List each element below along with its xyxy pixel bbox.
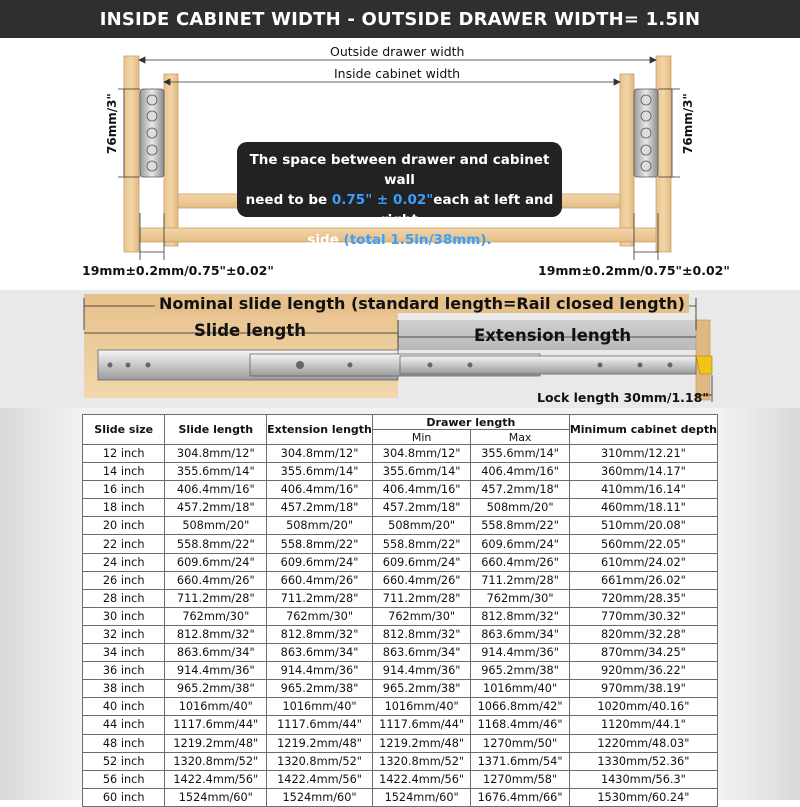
cell-drawer-min: 863.6mm/34" [372, 644, 470, 662]
cell-drawer-max: 965.2mm/38" [471, 662, 569, 680]
table-row [83, 770, 718, 788]
cell-slide-size: 22 inch [83, 535, 165, 553]
cell-drawer-max: 1676.4mm/66" [471, 788, 569, 806]
drawer-side-right [620, 74, 634, 246]
cell-slide-length: 508mm/20" [165, 517, 267, 535]
cell-slide-size: 60 inch [83, 788, 165, 806]
cell-min-cabinet-depth: 820mm/32.28" [569, 625, 717, 643]
header-extension-length: Extension length [267, 415, 373, 445]
cell-slide-size: 12 inch [83, 445, 165, 463]
cell-slide-length: 457.2mm/18" [165, 499, 267, 517]
nominal-length-label: Nominal slide length (standard length=Rail closed length) [155, 294, 689, 313]
cell-extension-length: 812.8mm/32" [267, 625, 373, 643]
cell-drawer-min: 812.8mm/32" [372, 625, 470, 643]
table-row [83, 463, 718, 481]
cell-drawer-max: 914.4mm/36" [471, 644, 569, 662]
cell-slide-length: 1524mm/60" [165, 788, 267, 806]
cell-drawer-max: 1168.4mm/46" [471, 716, 569, 734]
cell-slide-size: 30 inch [83, 607, 165, 625]
table-row [83, 698, 718, 716]
cell-min-cabinet-depth: 1220mm/48.03" [569, 734, 717, 752]
cell-min-cabinet-depth: 770mm/30.32" [569, 607, 717, 625]
header-drawer-max: Max [471, 430, 569, 445]
cell-drawer-max: 355.6mm/14" [471, 445, 569, 463]
table-row [83, 680, 718, 698]
cell-drawer-min: 1524mm/60" [372, 788, 470, 806]
cell-min-cabinet-depth: 610mm/24.02" [569, 553, 717, 571]
cell-min-cabinet-depth: 1120mm/44.1" [569, 716, 717, 734]
table-row [83, 716, 718, 734]
cell-drawer-min: 304.8mm/12" [372, 445, 470, 463]
cell-drawer-min: 1219.2mm/48" [372, 734, 470, 752]
cell-extension-length: 609.6mm/24" [267, 553, 373, 571]
cell-extension-length: 914.4mm/36" [267, 662, 373, 680]
extension-length-label: Extension length [474, 326, 632, 345]
cell-slide-size: 36 inch [83, 662, 165, 680]
slide-length-diagram [0, 290, 800, 408]
cell-drawer-min: 965.2mm/38" [372, 680, 470, 698]
cell-slide-size: 16 inch [83, 481, 165, 499]
cell-drawer-max: 762mm/30" [471, 589, 569, 607]
slide-left [140, 89, 164, 177]
header-slide-size: Slide size [83, 415, 165, 445]
cell-extension-length: 863.6mm/34" [267, 644, 373, 662]
cell-drawer-max: 1066.8mm/42" [471, 698, 569, 716]
cell-min-cabinet-depth: 970mm/38.19" [569, 680, 717, 698]
cell-min-cabinet-depth: 360mm/14.17" [569, 463, 717, 481]
cell-min-cabinet-depth: 870mm/34.25" [569, 644, 717, 662]
slide-right [634, 89, 658, 177]
left-gap-label: 19mm±0.2mm/0.75"±0.02" [82, 263, 274, 278]
cell-extension-length: 711.2mm/28" [267, 589, 373, 607]
cell-extension-length: 1016mm/40" [267, 698, 373, 716]
cell-extension-length: 508mm/20" [267, 517, 373, 535]
cell-slide-length: 1219.2mm/48" [165, 734, 267, 752]
cell-drawer-max: 609.6mm/24" [471, 535, 569, 553]
cell-slide-size: 24 inch [83, 553, 165, 571]
slide-length-label: Slide length [194, 321, 306, 340]
cell-extension-length: 1219.2mm/48" [267, 734, 373, 752]
spec-table [82, 414, 718, 807]
cell-min-cabinet-depth: 310mm/12.21" [569, 445, 717, 463]
cell-slide-length: 711.2mm/28" [165, 589, 267, 607]
table-row [83, 734, 718, 752]
cell-slide-size: 14 inch [83, 463, 165, 481]
cell-drawer-min: 457.2mm/18" [372, 499, 470, 517]
table-row [83, 445, 718, 463]
cell-drawer-min: 508mm/20" [372, 517, 470, 535]
note-accent-tolerance: 0.75" ± 0.02" [331, 192, 434, 208]
cell-drawer-max: 1016mm/40" [471, 680, 569, 698]
lock-length-label: Lock length 30mm/1.18" [537, 390, 709, 405]
cell-slide-size: 20 inch [83, 517, 165, 535]
cell-extension-length: 1422.4mm/56" [267, 770, 373, 788]
spec-table-area [0, 408, 800, 804]
table-row [83, 788, 718, 806]
table-row [83, 644, 718, 662]
table-row [83, 499, 718, 517]
note-line-1: The space between drawer and cabinet wall [249, 152, 550, 188]
table-row [83, 571, 718, 589]
table-row [83, 607, 718, 625]
cell-slide-length: 762mm/30" [165, 607, 267, 625]
cell-slide-size: 26 inch [83, 571, 165, 589]
table-row [83, 662, 718, 680]
cell-slide-size: 28 inch [83, 589, 165, 607]
cell-slide-length: 660.4mm/26" [165, 571, 267, 589]
cell-min-cabinet-depth: 661mm/26.02" [569, 571, 717, 589]
cell-extension-length: 406.4mm/16" [267, 481, 373, 499]
cell-drawer-min: 914.4mm/36" [372, 662, 470, 680]
cell-slide-length: 558.8mm/22" [165, 535, 267, 553]
cell-slide-length: 1117.6mm/44" [165, 716, 267, 734]
cell-extension-length: 1524mm/60" [267, 788, 373, 806]
cell-slide-size: 56 inch [83, 770, 165, 788]
cell-slide-size: 52 inch [83, 752, 165, 770]
cell-extension-length: 355.6mm/14" [267, 463, 373, 481]
cell-drawer-min: 609.6mm/24" [372, 553, 470, 571]
cell-drawer-max: 660.4mm/26" [471, 553, 569, 571]
cell-slide-length: 1016mm/40" [165, 698, 267, 716]
cell-drawer-max: 558.8mm/22" [471, 517, 569, 535]
table-row [83, 553, 718, 571]
header-min-cabinet-depth: Minimum cabinet depth [569, 415, 717, 445]
cell-slide-length: 1422.4mm/56" [165, 770, 267, 788]
cell-slide-size: 32 inch [83, 625, 165, 643]
cell-slide-length: 406.4mm/16" [165, 481, 267, 499]
left-height-label: 76mm/3" [105, 93, 119, 154]
cell-slide-size: 34 inch [83, 644, 165, 662]
cell-drawer-max: 1371.6mm/54" [471, 752, 569, 770]
cell-drawer-min: 660.4mm/26" [372, 571, 470, 589]
cell-drawer-min: 406.4mm/16" [372, 481, 470, 499]
cell-drawer-max: 457.2mm/18" [471, 481, 569, 499]
spec-table-body [83, 445, 718, 807]
inside-cabinet-width-label: Inside cabinet width [331, 66, 463, 81]
cell-drawer-min: 1320.8mm/52" [372, 752, 470, 770]
cell-extension-length: 660.4mm/26" [267, 571, 373, 589]
cell-drawer-max: 508mm/20" [471, 499, 569, 517]
cell-slide-size: 38 inch [83, 680, 165, 698]
cell-min-cabinet-depth: 410mm/16.14" [569, 481, 717, 499]
note-line-3: side (total 1.5in/38mm). [307, 232, 492, 248]
cabinet-width-diagram [0, 38, 800, 290]
cell-min-cabinet-depth: 1430mm/56.3" [569, 770, 717, 788]
cell-min-cabinet-depth: 560mm/22.05" [569, 535, 717, 553]
cell-drawer-max: 711.2mm/28" [471, 571, 569, 589]
cell-min-cabinet-depth: 1330mm/52.36" [569, 752, 717, 770]
cell-extension-length: 762mm/30" [267, 607, 373, 625]
cell-drawer-min: 762mm/30" [372, 607, 470, 625]
cell-drawer-min: 711.2mm/28" [372, 589, 470, 607]
cell-drawer-min: 1117.6mm/44" [372, 716, 470, 734]
note-accent-total: (total 1.5in/38mm). [343, 232, 492, 248]
table-row [83, 589, 718, 607]
cell-slide-length: 355.6mm/14" [165, 463, 267, 481]
cell-drawer-max: 406.4mm/16" [471, 463, 569, 481]
cell-drawer-max: 1270mm/50" [471, 734, 569, 752]
cell-slide-length: 812.8mm/32" [165, 625, 267, 643]
table-row [83, 481, 718, 499]
right-height-label: 76mm/3" [681, 93, 695, 154]
table-row [83, 517, 718, 535]
cell-slide-length: 304.8mm/12" [165, 445, 267, 463]
cell-drawer-min: 558.8mm/22" [372, 535, 470, 553]
header-drawer-length: Drawer length [372, 415, 569, 430]
header-slide-length: Slide length [165, 415, 267, 445]
table-row [83, 535, 718, 553]
table-row [83, 752, 718, 770]
cell-extension-length: 457.2mm/18" [267, 499, 373, 517]
cell-slide-size: 44 inch [83, 716, 165, 734]
cell-slide-length: 609.6mm/24" [165, 553, 267, 571]
cell-slide-length: 863.6mm/34" [165, 644, 267, 662]
cell-slide-size: 40 inch [83, 698, 165, 716]
cell-slide-length: 914.4mm/36" [165, 662, 267, 680]
cell-extension-length: 304.8mm/12" [267, 445, 373, 463]
cell-drawer-min: 1422.4mm/56" [372, 770, 470, 788]
cell-slide-length: 965.2mm/38" [165, 680, 267, 698]
cell-min-cabinet-depth: 920mm/36.22" [569, 662, 717, 680]
right-gap-label: 19mm±0.2mm/0.75"±0.02" [538, 263, 730, 278]
cell-drawer-max: 863.6mm/34" [471, 625, 569, 643]
cell-min-cabinet-depth: 460mm/18.11" [569, 499, 717, 517]
cell-extension-length: 965.2mm/38" [267, 680, 373, 698]
cell-slide-size: 48 inch [83, 734, 165, 752]
outside-drawer-width-label: Outside drawer width [327, 44, 467, 59]
cell-drawer-min: 355.6mm/14" [372, 463, 470, 481]
cell-min-cabinet-depth: 510mm/20.08" [569, 517, 717, 535]
cell-drawer-min: 1016mm/40" [372, 698, 470, 716]
inner-rail [400, 356, 696, 374]
banner-title: INSIDE CABINET WIDTH - OUTSIDE DRAWER WIDTH= 1.5IN [0, 0, 800, 38]
cell-extension-length: 1320.8mm/52" [267, 752, 373, 770]
clearance-note [237, 142, 562, 248]
cell-min-cabinet-depth: 720mm/28.35" [569, 589, 717, 607]
cell-drawer-max: 1270mm/58" [471, 770, 569, 788]
cell-slide-size: 18 inch [83, 499, 165, 517]
table-row [83, 625, 718, 643]
cell-extension-length: 558.8mm/22" [267, 535, 373, 553]
cell-slide-length: 1320.8mm/52" [165, 752, 267, 770]
cell-drawer-max: 812.8mm/32" [471, 607, 569, 625]
cabinet-wall-left [124, 56, 139, 252]
cell-extension-length: 1117.6mm/44" [267, 716, 373, 734]
drawer-side-left [164, 74, 178, 246]
cell-min-cabinet-depth: 1020mm/40.16" [569, 698, 717, 716]
note-line-2: need to be 0.75" ± 0.02"each at left and right [245, 192, 554, 228]
cell-min-cabinet-depth: 1530mm/60.24" [569, 788, 717, 806]
header-drawer-min: Min [372, 430, 470, 445]
